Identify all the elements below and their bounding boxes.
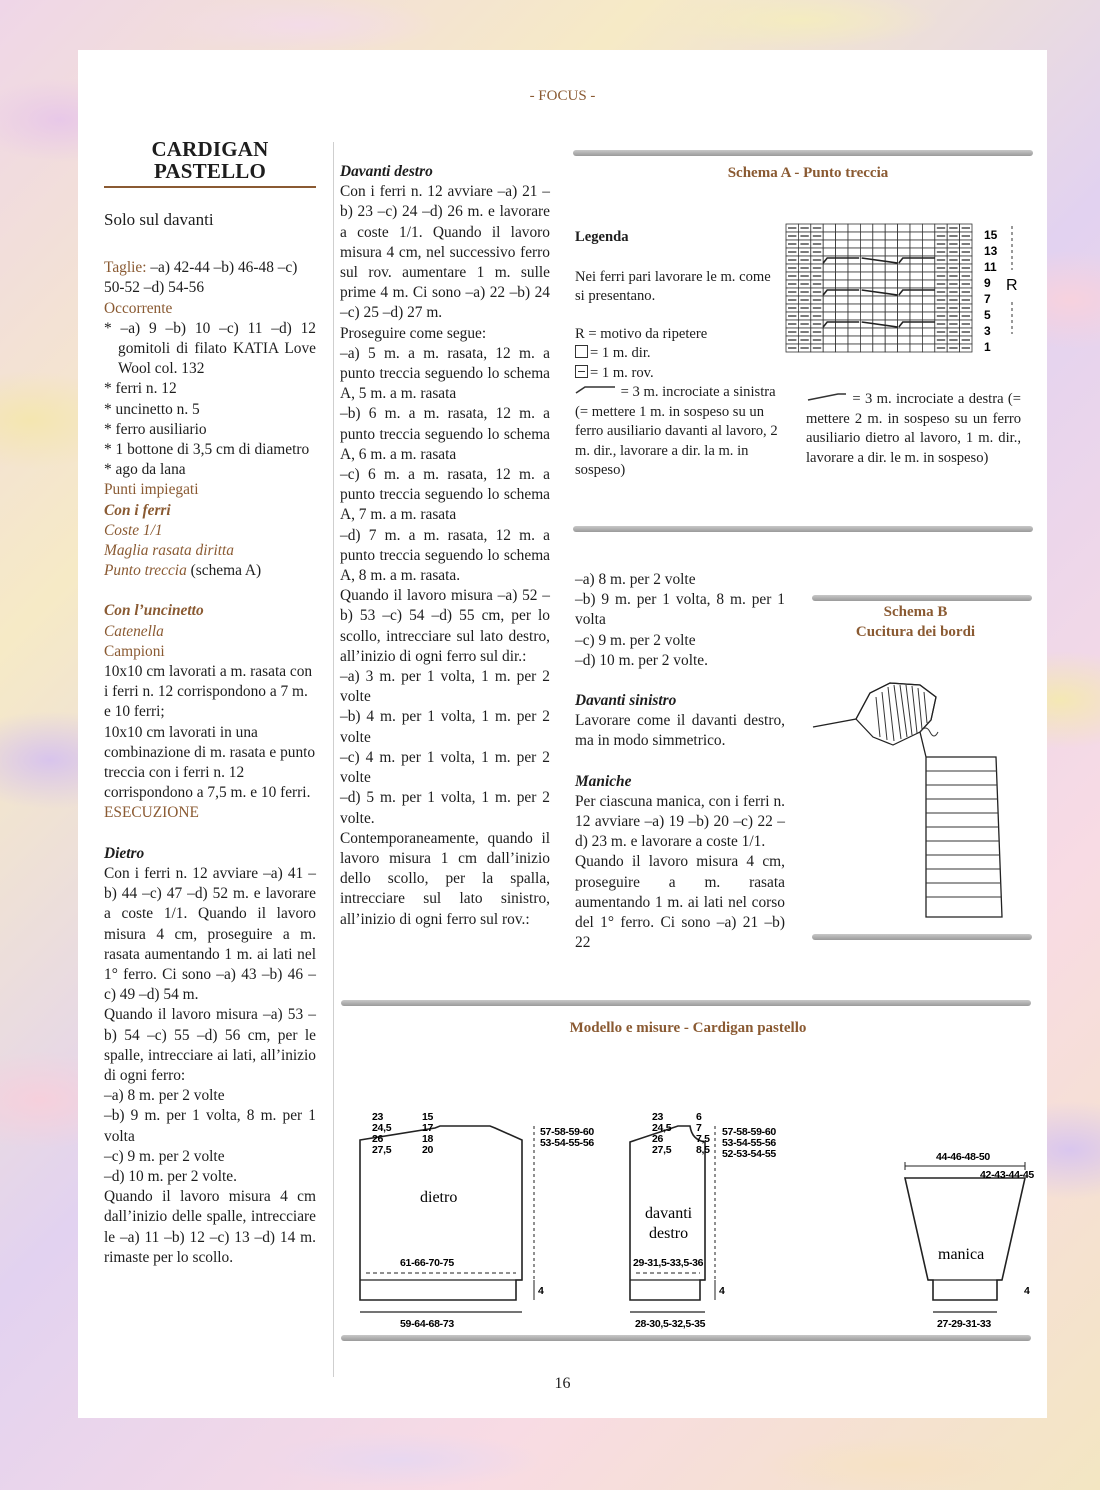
page-number: 16: [554, 1375, 571, 1392]
row-number: 11: [984, 260, 997, 274]
legend-cross-right: [806, 390, 1021, 468]
right-front-line: –c) 4 m. per 1 volta, 1 m. per 2 volte: [340, 748, 550, 787]
sleeves-line: Per ciascuna manica, con i ferri n. 12 avviare –a) 19 –b) 20 –c) 22 –d) 23 m. e lavorare a coste 1/1.: [575, 792, 785, 851]
stitch-3-name: Punto treccia: [104, 562, 187, 580]
right-front-line: –c) 6 m. a m. rasata, 12 m. a punto treccia seguendo lo schema A, 7 m. a m. rasata: [340, 466, 550, 524]
gauge-1: 10x10 cm lavorati a m. rasata con i ferri n. 12 corrispondono a 7 m. e 10 ferri;: [104, 663, 313, 721]
chart-cell: [885, 272, 897, 280]
chart-cell: [848, 336, 860, 344]
chart-cell: [873, 248, 885, 256]
chart-cell: [823, 272, 835, 280]
chart-cell: [885, 296, 897, 304]
chart-cell: [922, 248, 934, 256]
chart-cell: [910, 336, 922, 344]
chart-cell: [823, 280, 835, 288]
chart-cell: [860, 304, 872, 312]
back-side-top: 53-54-55-56: [540, 1137, 594, 1149]
back-instructions: [104, 864, 316, 1268]
model-bottom-frame: [341, 1335, 1031, 1341]
chart-cell: [848, 328, 860, 336]
chart-cell: [898, 272, 910, 280]
chart-cell: [848, 304, 860, 312]
repeat-label: R: [1006, 277, 1018, 294]
back-line: Quando il lavoro misura 4 cm dall’inizio delle spalle, intrecciare le –a) 11 –b) 12 –c) 13 –d) 14 m. rimaste per lo scollo.: [104, 1188, 316, 1266]
right-front-line: Proseguire come segue:: [340, 324, 487, 342]
chart-cell: [898, 296, 910, 304]
back-top-right: 15: [422, 1111, 434, 1123]
back-line: –b) 9 m. per 1 volta, 8 m. per 1 volta: [104, 1107, 316, 1145]
chart-cell: [836, 232, 848, 240]
material-item: * uncinetto n. 5: [104, 400, 200, 418]
front-side-top: 53-54-55-56: [722, 1137, 776, 1149]
model-title: Modello e misure - Cardigan pastello: [569, 1020, 807, 1036]
chart-cell: [873, 312, 885, 320]
front-label-line1: davanti: [645, 1205, 693, 1222]
right-front-line: –d) 5 m. per 1 volta, 1 m. per 2 volte.: [340, 789, 550, 827]
chart-cell: [848, 248, 860, 256]
material-item: * ago da lana: [104, 461, 186, 479]
model-top-frame: [341, 1000, 1031, 1006]
legend-title: Legenda: [575, 229, 629, 245]
chart-cell: [860, 328, 872, 336]
chart-cell: [885, 248, 897, 256]
sleeves-title: Maniche: [575, 772, 632, 790]
chart-cell: [873, 264, 885, 272]
chart-cell: [922, 336, 934, 344]
front-top-right: 7: [696, 1122, 702, 1134]
chart-cell: [836, 312, 848, 320]
crochet-title: Con l’uncinetto: [104, 602, 204, 620]
cross-left-symbol-icon: [575, 384, 617, 396]
row-number: 7: [984, 292, 991, 306]
back-top-left: 24,5: [372, 1122, 392, 1134]
chart-cell: [898, 264, 910, 272]
right-front-line: –a) 3 m. per 1 volta, 1 m. per 2 volte: [340, 668, 550, 706]
chart-cell: [860, 312, 872, 320]
chart-cell: [848, 224, 860, 232]
material-item: * ferri n. 12: [104, 380, 177, 398]
chart-cell: [898, 344, 910, 352]
schema-a-title: Schema A - Punto treccia: [727, 165, 889, 181]
chart-cell: [922, 240, 934, 248]
title-line-2: PASTELLO: [153, 159, 267, 183]
chart-cell: [848, 264, 860, 272]
execution-title: ESECUZIONE: [104, 804, 199, 822]
chart-cell: [873, 304, 885, 312]
back-top-left: 27,5: [372, 1144, 392, 1156]
legend-repeat: R = motivo da ripetere: [575, 325, 708, 342]
front-piece: [630, 1111, 776, 1330]
col3-line: –b) 9 m. per 1 volta, 8 m. per 1 volta: [575, 591, 785, 629]
front-rib: 4: [719, 1285, 725, 1297]
legend-cross-left: [575, 383, 780, 481]
cross-right-symbol-icon: [806, 391, 848, 403]
chart-cell: [823, 312, 835, 320]
stitch-3: [104, 561, 316, 581]
chart-cell: [873, 224, 885, 232]
chart-cell: [922, 328, 934, 336]
sleeves-line: Quando il lavoro misura 4 cm, proseguire a m. rasata aumentando 1 m. ai lati nel corso del 1° ferro. Ci sono –a) 21 –b) 22: [575, 853, 785, 952]
stitch-1: Coste 1/1: [104, 521, 163, 539]
schema-b-title: [828, 602, 1003, 642]
chart-cell: [848, 296, 860, 304]
magazine-page: [78, 50, 1047, 1418]
chart-cell: [848, 240, 860, 248]
chart-cell: [910, 312, 922, 320]
back-side-top: 57-58-59-60: [540, 1126, 594, 1138]
stitch-3-note: (schema A): [186, 562, 262, 580]
right-front-line: –a) 5 m. a m. rasata, 12 m. a punto treccia seguendo lo schema A, 5 m. a m. rasata: [340, 344, 550, 403]
chart-cell: [873, 336, 885, 344]
chart-cell: [910, 344, 922, 352]
purl-symbol-icon: [575, 365, 588, 378]
chart-cell: [898, 224, 910, 232]
chart-cell: [860, 248, 872, 256]
needles-title: Con i ferri: [104, 501, 171, 519]
chart-cell: [885, 280, 897, 288]
back-title: Dietro: [104, 844, 145, 862]
chart-cell: [885, 240, 897, 248]
chart-cell: [885, 312, 897, 320]
chart-cell: [898, 312, 910, 320]
material-item: * 1 bottone di 3,5 cm di diametro: [104, 441, 310, 459]
sleeve-top-width: 44-46-48-50: [936, 1151, 990, 1163]
chart-cell: [885, 304, 897, 312]
chart-cell: [873, 240, 885, 248]
chart-cell: [885, 344, 897, 352]
chart-cell: [848, 232, 860, 240]
row-number: 15: [984, 228, 998, 242]
chart-cell: [836, 344, 848, 352]
chart-cell: [922, 296, 934, 304]
chart-cell: [910, 328, 922, 336]
schema-b-diagram: [808, 675, 1038, 930]
chart-cell: [836, 240, 848, 248]
sizes: [104, 258, 316, 298]
legend-knit-text: = 1 m. dir.: [590, 345, 651, 361]
chart-cell: [885, 224, 897, 232]
schema-b-top-frame: [812, 595, 1032, 601]
col3-line: –d) 10 m. per 2 volte.: [575, 651, 708, 669]
chart-cell: [910, 296, 922, 304]
legend-even-rows: Nei ferri pari lavorare le m. come si presentano.: [575, 268, 771, 304]
chart-cell: [823, 232, 835, 240]
sleeve-rib: 4: [1024, 1285, 1030, 1297]
stitches-title: Punti impiegati: [104, 481, 199, 499]
schema-a-legend: [575, 228, 780, 481]
right-front-line: Quando il lavoro misura –a) 52 –b) 53 –c) 54 –d) 55 cm, per lo scollo, intrecciare sul lato destro, all’inizio di ogni ferro sul dir.:: [340, 587, 550, 665]
column-1: [104, 138, 316, 1268]
sizes-label: Taglie:: [104, 259, 147, 277]
chart-cell: [910, 248, 922, 256]
material-item: * –a) 9 –b) 10 –c) 11 –d) 12 gomitoli di filato KATIA Love Wool col. 132: [104, 319, 316, 378]
chart-cell: [910, 272, 922, 280]
chart-cell: [836, 280, 848, 288]
chart-cell: [910, 224, 922, 232]
legend-purl: [575, 364, 780, 384]
chart-cell: [922, 312, 934, 320]
chart-cell: [910, 264, 922, 272]
section-header: - FOCUS -: [529, 88, 596, 104]
chart-cell: [873, 328, 885, 336]
back-line: Con i ferri n. 12 avviare –a) 41 –b) 44 –c) 47 –d) 52 m. e lavorare a coste 1/1. Quando il lavoro misura 4 cm, proseguire a m. rasata aumentando 1 m. ai lati nel 1° ferro. Ci sono –a) 43 –b) 46 –c) 49 –d) 54 m.: [104, 864, 316, 1004]
front-top-right: 6: [696, 1111, 702, 1123]
front-side-top: 57-58-59-60: [722, 1126, 776, 1138]
right-front-line: –b) 4 m. per 1 volta, 1 m. per 2 volte: [340, 708, 550, 746]
chart-cell: [910, 280, 922, 288]
chart-cell: [910, 240, 922, 248]
schema-b-title-line2: Cucitura dei bordi: [855, 624, 976, 640]
chart-cell: [848, 280, 860, 288]
row-number: 9: [984, 276, 991, 290]
chart-cell: [836, 272, 848, 280]
chart-cell: [823, 248, 835, 256]
back-inner-width: 61-66-70-75: [400, 1257, 454, 1269]
sleeve-piece: [905, 1151, 1035, 1330]
chart-cell: [898, 304, 910, 312]
front-label-line2: destro: [649, 1225, 689, 1242]
chart-cell: [860, 240, 872, 248]
front-top-left: 26: [652, 1133, 664, 1145]
materials-list: [104, 319, 316, 481]
chart-cell: [922, 304, 934, 312]
sizes-value: –a) 42-44 –b) 46-48 –c) 50-52 –d) 54-56: [104, 259, 298, 297]
chart-cell: [823, 224, 835, 232]
chart-cell: [922, 344, 934, 352]
title-line-1: CARDIGAN: [151, 137, 269, 161]
chart-cell: [823, 328, 835, 336]
chart-cell: [836, 328, 848, 336]
back-rib: 4: [538, 1285, 544, 1297]
right-front-title: Davanti destro: [340, 163, 433, 180]
chart-cell: [860, 296, 872, 304]
schematic-drawings: [340, 1050, 1035, 1335]
right-front-line: –b) 6 m. a m. rasata, 12 m. a punto treccia seguendo lo schema A, 6 m. a m. rasata: [340, 405, 550, 463]
chart-cell: [898, 240, 910, 248]
row-number: 5: [984, 308, 991, 322]
column-2: [340, 162, 550, 930]
chart-cell: [823, 264, 835, 272]
crochet-stitch: Catenella: [104, 622, 164, 640]
right-front-line: –d) 7 m. a m. rasata, 12 m. a punto treccia seguendo lo schema A, 8 m. a m. rasata.: [340, 526, 550, 585]
back-top-left: 23: [372, 1111, 384, 1123]
chart-cell: [860, 336, 872, 344]
chart-cell: [898, 280, 910, 288]
chart-cell: [873, 296, 885, 304]
chart-cell: [848, 312, 860, 320]
schema-a-bottom-frame: [573, 526, 1033, 532]
chart-cell: [823, 336, 835, 344]
chart-cell: [910, 232, 922, 240]
row-number: 13: [984, 244, 998, 258]
chart-cell: [860, 224, 872, 232]
chart-cell: [885, 232, 897, 240]
front-side-top: 52-53-54-55: [722, 1148, 776, 1160]
back-line: Quando il lavoro misura –a) 53 –b) 54 –c) 55 –d) 56 cm, per le spalle, intrecciare ai lati, all’inizio di ogni ferro:: [104, 1006, 316, 1084]
chart-cell: [873, 232, 885, 240]
legend-knit: [575, 344, 780, 364]
chart-cell: [860, 232, 872, 240]
right-front-line: Contemporaneamente, quando il lavoro misura 1 cm dall’inizio dello scollo, per la spalla, intrecciare sul lato sinistro, all’inizio di ogni ferro sul rov.:: [340, 829, 550, 928]
back-bottom-width: 59-64-68-73: [400, 1318, 454, 1330]
article-subtitle: Solo sul davanti: [104, 210, 214, 229]
schema-a-chart: [784, 222, 1034, 357]
gauge-title: Campioni: [104, 642, 165, 660]
chart-cell: [885, 264, 897, 272]
column-3-text: [575, 570, 785, 953]
back-top-right: 17: [422, 1122, 434, 1134]
schema-b-title-line1: Schema B: [883, 604, 948, 620]
chart-cell: [922, 232, 934, 240]
sleeve-bottom-width: 27-29-31-33: [937, 1318, 991, 1330]
chart-cell: [860, 280, 872, 288]
front-top-left: 23: [652, 1111, 664, 1123]
back-top-right: 18: [422, 1133, 434, 1145]
chart-cell: [836, 264, 848, 272]
chart-cell: [922, 272, 934, 280]
chart-cell: [836, 224, 848, 232]
left-front-title: Davanti sinistro: [575, 692, 677, 710]
chart-cell: [922, 224, 934, 232]
title-rule: [104, 186, 316, 188]
knit-symbol-icon: [575, 345, 588, 358]
chart-cell: [873, 280, 885, 288]
chart-cell: [898, 232, 910, 240]
stitch-2: Maglia rasata diritta: [104, 542, 234, 560]
material-item: * ferro ausiliario: [104, 420, 207, 438]
legend-cross-left-text: = 3 m. incrociate a sinistra (= mettere 1 m. in sospeso su un ferro ausiliario davanti al lavoro, 2 m. dir., lavorare a dir. la m. in sospeso): [575, 384, 778, 478]
chart-cell: [860, 264, 872, 272]
back-line: –a) 8 m. per 2 volte: [104, 1087, 225, 1105]
chart-cell: [873, 344, 885, 352]
chart-cell: [848, 272, 860, 280]
back-line: –c) 9 m. per 2 volte: [104, 1147, 225, 1165]
chart-cell: [860, 344, 872, 352]
chart-cell: [922, 280, 934, 288]
chart-cell: [836, 296, 848, 304]
chart-cell: [922, 264, 934, 272]
chart-cell: [860, 272, 872, 280]
chart-cell: [885, 336, 897, 344]
col3-line: –c) 9 m. per 2 volte: [575, 631, 696, 649]
front-top-right: 7,5: [696, 1133, 710, 1145]
chart-cell: [823, 296, 835, 304]
front-bottom-width: 28-30,5-32,5-35: [635, 1318, 706, 1330]
chart-cell: [898, 336, 910, 344]
front-top-left: 24,5: [652, 1122, 672, 1134]
chart-cell: [873, 272, 885, 280]
back-line: –d) 10 m. per 2 volte.: [104, 1167, 237, 1185]
gauge-2: 10x10 cm lavorati in una combinazione di m. rasata e punto treccia con i ferri n. 12 corrispondono a 7,5 m. e 10 ferri.: [104, 723, 316, 802]
col3-line: –a) 8 m. per 2 volte: [575, 571, 696, 588]
chart-cell: [898, 248, 910, 256]
schema-b-bottom-frame: [812, 934, 1032, 940]
back-top-right: 20: [422, 1144, 434, 1156]
front-inner-width: 29-31,5-33,5-36: [633, 1257, 704, 1269]
right-front-line: Con i ferri n. 12 avviare –a) 21 –b) 23 –c) 24 –d) 26 m. e lavorare a coste 1/1. Quando il lavoro misura 4 cm, nel successivo ferro sul rov. aumentare 1 m. sulle prime 4 m. Ci sono –a) 22 –b) 24 –c) 25 –d) 27 m.: [340, 183, 550, 322]
row-number: 1: [984, 340, 991, 354]
legend-cross-right-text: = 3 m. incrociate a destra (= mettere 2 m. in sospeso su un ferro ausiliario dietro al lavoro, 1 m. dir., lavorare a dir. le m. in sospeso): [806, 391, 1022, 466]
chart-cell: [836, 248, 848, 256]
chart-cell: [910, 304, 922, 312]
chart-cell: [885, 328, 897, 336]
chart-cell: [836, 304, 848, 312]
row-number: 3: [984, 324, 991, 338]
column-divider: [333, 142, 334, 1377]
chart-cell: [898, 328, 910, 336]
schema-a-top-frame: [573, 150, 1033, 156]
back-label: dietro: [420, 1189, 458, 1206]
sleeve-side: 42-43-44-45: [980, 1169, 1034, 1181]
back-piece: [360, 1111, 594, 1330]
legend-purl-text: = 1 m. rov.: [590, 364, 654, 381]
chart-cell: [823, 304, 835, 312]
front-top-right: 8,5: [696, 1144, 710, 1156]
materials-title: Occorrente: [104, 299, 173, 317]
front-top-left: 27,5: [652, 1144, 672, 1156]
article-title: [104, 138, 316, 182]
chart-cell: [823, 344, 835, 352]
left-front-text: Lavorare come il davanti destro, ma in modo simmetrico.: [575, 712, 785, 750]
back-top-left: 26: [372, 1133, 384, 1145]
chart-cell: [823, 240, 835, 248]
chart-cell: [848, 344, 860, 352]
chart-cell: [836, 336, 848, 344]
sleeve-label: manica: [938, 1246, 985, 1263]
